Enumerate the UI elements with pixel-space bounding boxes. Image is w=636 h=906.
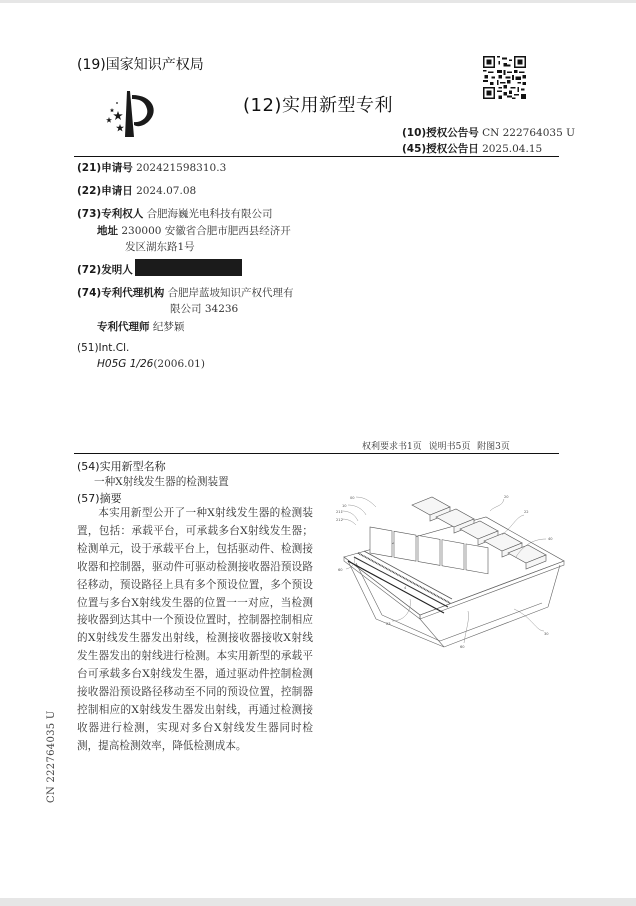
figure-label: 60 <box>338 568 343 572</box>
patentee: 合肥海巍光电科技有限公司 <box>146 208 273 220</box>
patent-page <box>0 3 636 898</box>
application-number-label: (21)申请号 <box>77 162 133 174</box>
agency-line1: 合肥岸蓝坡知识产权代理有 <box>167 287 294 299</box>
figure-label: 211 <box>336 510 343 514</box>
figure-label: 10 <box>342 504 347 508</box>
inventor-redaction <box>135 259 242 276</box>
publication-date-row <box>402 141 542 156</box>
address-line2: 发区湖东路1号 <box>125 241 195 253</box>
address-label: 地址 <box>97 225 118 237</box>
representative-drawing <box>336 491 568 653</box>
figure-label: 00 <box>350 496 355 500</box>
figure-label: 30 <box>544 632 549 636</box>
figure-label: 212 <box>336 518 343 522</box>
page-counts: 权利要求书1页 说明书5页 附图3页 <box>362 442 510 452</box>
ipc-row <box>97 358 205 370</box>
inventor-label: (72)发明人 <box>77 264 133 276</box>
patentee-label: (73)专利权人 <box>77 208 144 220</box>
pages-divider <box>74 453 559 454</box>
agent: 纪梦颖 <box>152 321 185 333</box>
application-number: 202421598310.3 <box>136 162 227 174</box>
utility-model-title: 一种X射线发生器的检测装置 <box>94 476 229 488</box>
inventor-row <box>77 262 133 277</box>
filing-date-row <box>77 183 196 198</box>
ipc-label: (51)Int.Cl. <box>77 342 130 354</box>
issuing-office: (19)国家知识产权局 <box>77 57 204 73</box>
agency-row <box>77 285 294 300</box>
filing-date: 2024.07.08 <box>136 185 197 197</box>
qr-code-icon <box>483 56 526 99</box>
filing-date-label: (22)申请日 <box>77 185 133 197</box>
side-publication-number: CN 222764035 U <box>46 710 57 803</box>
cnipa-logo-icon <box>103 89 159 139</box>
publication-date: 2025.04.15 <box>482 143 543 155</box>
figure-label: 20 <box>504 495 509 499</box>
publication-number-label: (10)授权公告号 <box>402 127 479 139</box>
agent-row <box>97 319 184 334</box>
abstract-text: 本实用新型公开了一种X射线发生器的检测装置，包括：承载平台，可承载多台X射线发生器；检测单元，设于承载平台上，包括驱动件、检测接收器和控制器，驱动件可驱动检测接收器沿预设路径移动，预设路径上具有多个预设位置，多个预设位置与多台X射线发生器的位置一一对应，当检测接收器到达其中一个预设位置时，控制器控制相应的X射线发生器发出射线，检测接收器接收X射线发生器发出的射线进行检测。本实用新型的承载平台可承载多台X射线发生器，通过驱动件控制检测接收器沿预设路径移动至不同的预设位置，控制器控制相应的X射线发生器发出射线，再通过检测接收器进行检测，实现对多台X射线发生器同时检测，提高检测效率，降低检测成本。 <box>77 507 313 752</box>
ipc-code: H05G 1/26 <box>97 358 154 370</box>
figure-label: 4 <box>404 586 407 590</box>
publication-date-label: (45)授权公告日 <box>402 143 479 155</box>
agency-line2: 限公司 34236 <box>170 303 239 315</box>
figure-label: 22 <box>524 510 529 514</box>
publication-number: CN 222764035 U <box>482 127 575 139</box>
agency-label: (74)专利代理机构 <box>77 287 165 299</box>
title-section-label: (54)实用新型名称 <box>77 460 166 473</box>
address-line1: 230000 安徽省合肥市肥西县经济开 <box>121 225 291 237</box>
application-number-row <box>77 160 226 175</box>
address-row <box>97 223 291 238</box>
figure-label: 60 <box>460 645 465 649</box>
ipc-version: (2006.01) <box>153 358 205 370</box>
patentee-row <box>77 206 273 221</box>
document-type-title: (12)实用新型专利 <box>243 95 393 116</box>
header-divider <box>74 156 559 157</box>
abstract-section-label: (57)摘要 <box>77 492 122 505</box>
ipc-label-row <box>77 342 129 354</box>
agent-label: 专利代理师 <box>97 321 150 333</box>
figure-label: 40 <box>548 537 553 541</box>
publication-number-row <box>402 125 575 140</box>
figure-label: 23 <box>386 622 391 626</box>
